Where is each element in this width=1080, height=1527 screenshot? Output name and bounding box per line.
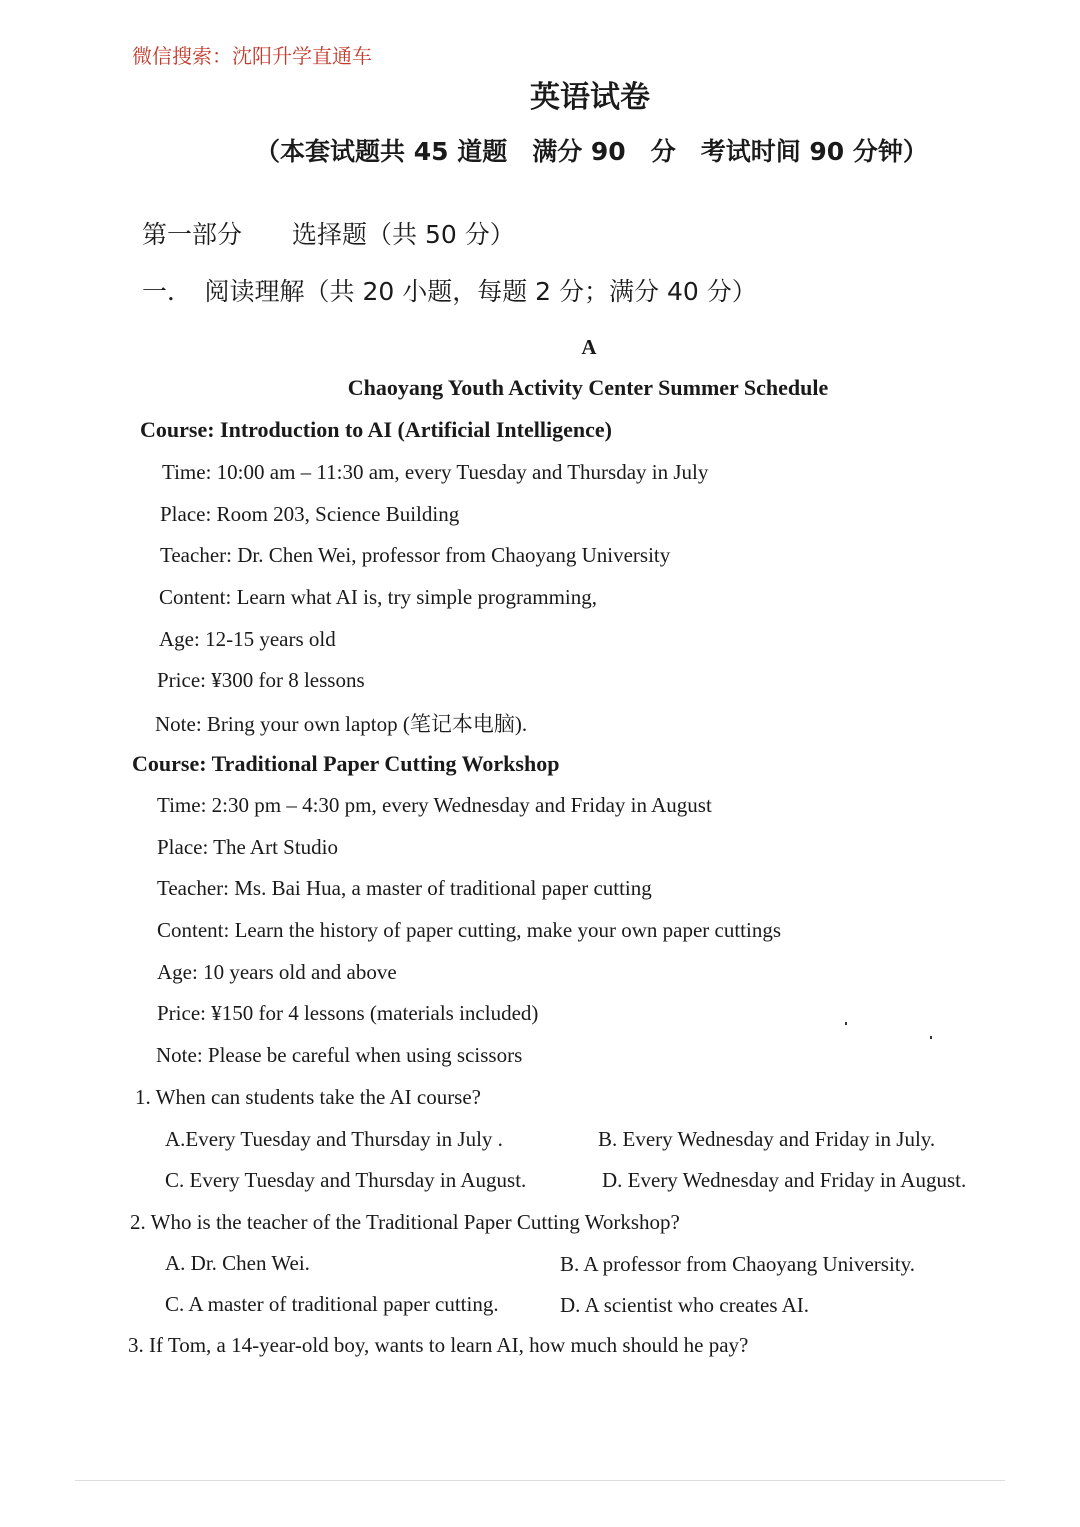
course-detail-line: Note: Please be careful when using scissors: [156, 1043, 523, 1067]
question-stem: 1. When can students take the AI course?: [135, 1085, 481, 1109]
course-detail-line: Price: ¥150 for 4 lessons (materials included): [157, 1001, 539, 1025]
passage-title: Chaoyang Youth Activity Center Summer Schedule: [347, 375, 829, 400]
answer-option: A.Every Tuesday and Thursday in July .: [165, 1127, 503, 1151]
answer-option: D. Every Wednesday and Friday in August.: [602, 1168, 967, 1192]
question-stem: 3. If Tom, a 14-year-old boy, wants to learn AI, how much should he pay?: [128, 1333, 749, 1357]
answer-option: B. Every Wednesday and Friday in July.: [598, 1127, 936, 1151]
page-bottom-divider: [75, 1480, 1005, 1481]
course-detail-line: Teacher: Dr. Chen Wei, professor from Chaoyang University: [160, 543, 671, 567]
course-detail-line: Place: Room 203, Science Building: [160, 502, 460, 526]
course-detail-line: Note: Bring your own laptop (笔记本电脑).: [155, 712, 528, 736]
exam-title: 英语试卷: [530, 80, 650, 115]
part-heading: 第一部分 选择题（共 50 分）: [142, 220, 515, 249]
course-detail-line: Content: Learn the history of paper cutting, make your own paper cuttings: [157, 918, 782, 942]
course-detail-line: Teacher: Ms. Bai Hua, a master of traditional paper cutting: [157, 876, 652, 900]
course-heading: Course: Traditional Paper Cutting Workshop: [132, 751, 560, 776]
scan-speck: [845, 1022, 847, 1025]
question-stem: 2. Who is the teacher of the Traditional Paper Cutting Workshop?: [130, 1210, 680, 1234]
course-detail-line: Time: 10:00 am – 11:30 am, every Tuesday and Thursday in July: [162, 460, 709, 484]
scan-speck: [930, 1036, 932, 1039]
answer-option: C. A master of traditional paper cutting.: [165, 1292, 499, 1316]
answer-option: D. A scientist who creates AI.: [560, 1293, 810, 1317]
course-detail-line: Content: Learn what AI is, try simple programming,: [159, 585, 598, 609]
course-heading: Course: Introduction to AI (Artificial Intelligence): [140, 417, 612, 442]
course-detail-line: Age: 12-15 years old: [159, 627, 336, 651]
passage-letter: A: [581, 335, 597, 359]
answer-option: A. Dr. Chen Wei.: [165, 1251, 310, 1275]
course-detail-line: Place: The Art Studio: [157, 835, 339, 859]
watermark-text: 微信搜索：沈阳升学直通车: [132, 44, 372, 68]
section-heading: 一． 阅读理解（共 20 小题，每题 2 分；满分 40 分）: [142, 277, 757, 306]
answer-option: C. Every Tuesday and Thursday in August.: [165, 1168, 527, 1192]
course-detail-line: Age: 10 years old and above: [157, 960, 397, 984]
answer-option: B. A professor from Chaoyang University.: [560, 1252, 916, 1276]
exam-subtitle: （本套试题共 45 道题 满分 90 分 考试时间 90 分钟）: [255, 137, 928, 166]
course-detail-line: Time: 2:30 pm – 4:30 pm, every Wednesday and Friday in August: [157, 793, 712, 817]
course-detail-line: Price: ¥300 for 8 lessons: [157, 668, 365, 692]
